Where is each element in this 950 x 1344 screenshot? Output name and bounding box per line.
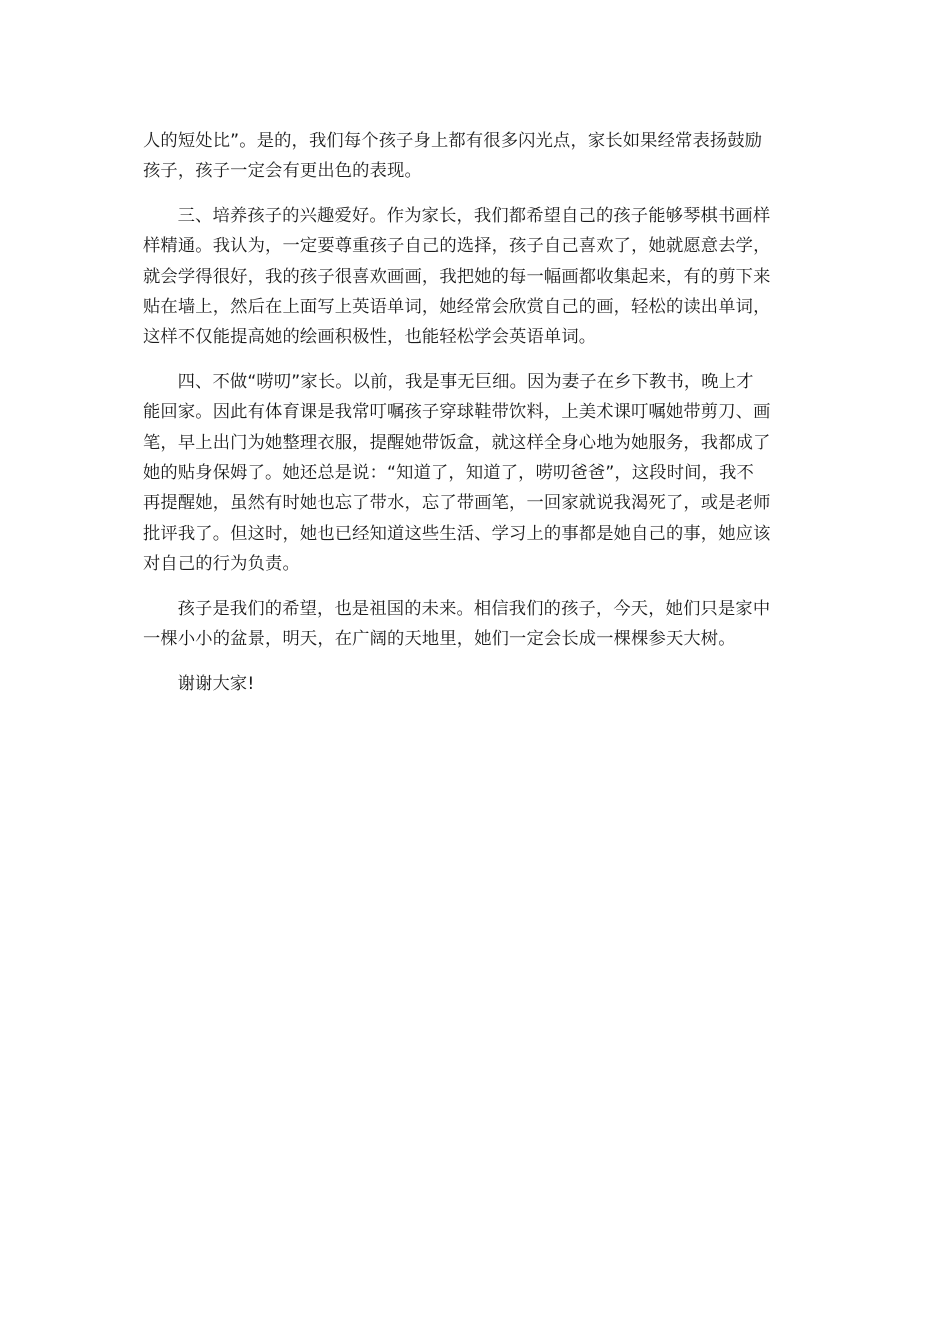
paragraph-4 [143,594,807,655]
text-line: 对自己的行为负责。 [143,554,300,575]
text-line: 四、不做“唠叨”家长。以前，我是事无巨细。因为妻子在乡下教书，晚上才 [177,371,754,392]
text-line: 人的短处比”。是的，我们每个孩子身上都有很多闪光点，家长如果经常表扬鼓励 [143,131,763,151]
text-line: 能回家。因此有体育课是我常叮嘱孩子穿球鞋带饮料，上美术课叮嘱她带剪刀、画 [143,402,771,423]
text-line: 一棵小小的盆景，明天，在广阔的天地里，她们一定会长成一棵棵参天大树。 [143,629,736,650]
text-line: 她的贴身保姆了。她还总是说：“知道了，知道了，唠叨爸爸”，这段时间，我不 [143,463,754,484]
text-line: 这样不仅能提高她的绘画积极性，也能轻松学会英语单词。 [143,327,597,348]
text-line: 孩子，孩子一定会有更出色的表现。 [143,161,422,182]
closing-paragraph [143,669,807,699]
document-page [143,126,807,713]
text-line: 孩子是我们的希望，也是祖国的未来。相信我们的孩子，今天，她们只是家中 [177,598,771,619]
text-line: 批评我了。但这时，她也已经知道这些生活、学习上的事都是她自己的事，她应该 [143,523,771,544]
text-line: 笔，早上出门为她整理衣服，提醒她带饭盒，就这样全身心地为她服务，我都成了 [143,432,771,453]
paragraph-1 [143,126,807,187]
text-line: 再提醒她，虽然有时她也忘了带水，忘了带画笔，一回家就说我渴死了，或是老师 [143,493,771,514]
text-line: 三、培养孩子的兴趣爱好。作为家长，我们都希望自己的孩子能够琴棋书画样 [177,205,771,226]
text-line: 样精通。我认为，一定要尊重孩子自己的选择，孩子自己喜欢了，她就愿意去学， [143,236,771,257]
paragraph-3 [143,367,807,580]
paragraph-2 [143,201,807,353]
text-line: 就会学得很好，我的孩子很喜欢画画，我把她的每一幅画都收集起来，有的剪下来 [143,266,771,287]
text-line: 贴在墙上，然后在上面写上英语单词，她经常会欣赏自己的画，轻松的读出单词， [143,297,771,318]
closing-line: 谢谢大家! [177,673,255,694]
